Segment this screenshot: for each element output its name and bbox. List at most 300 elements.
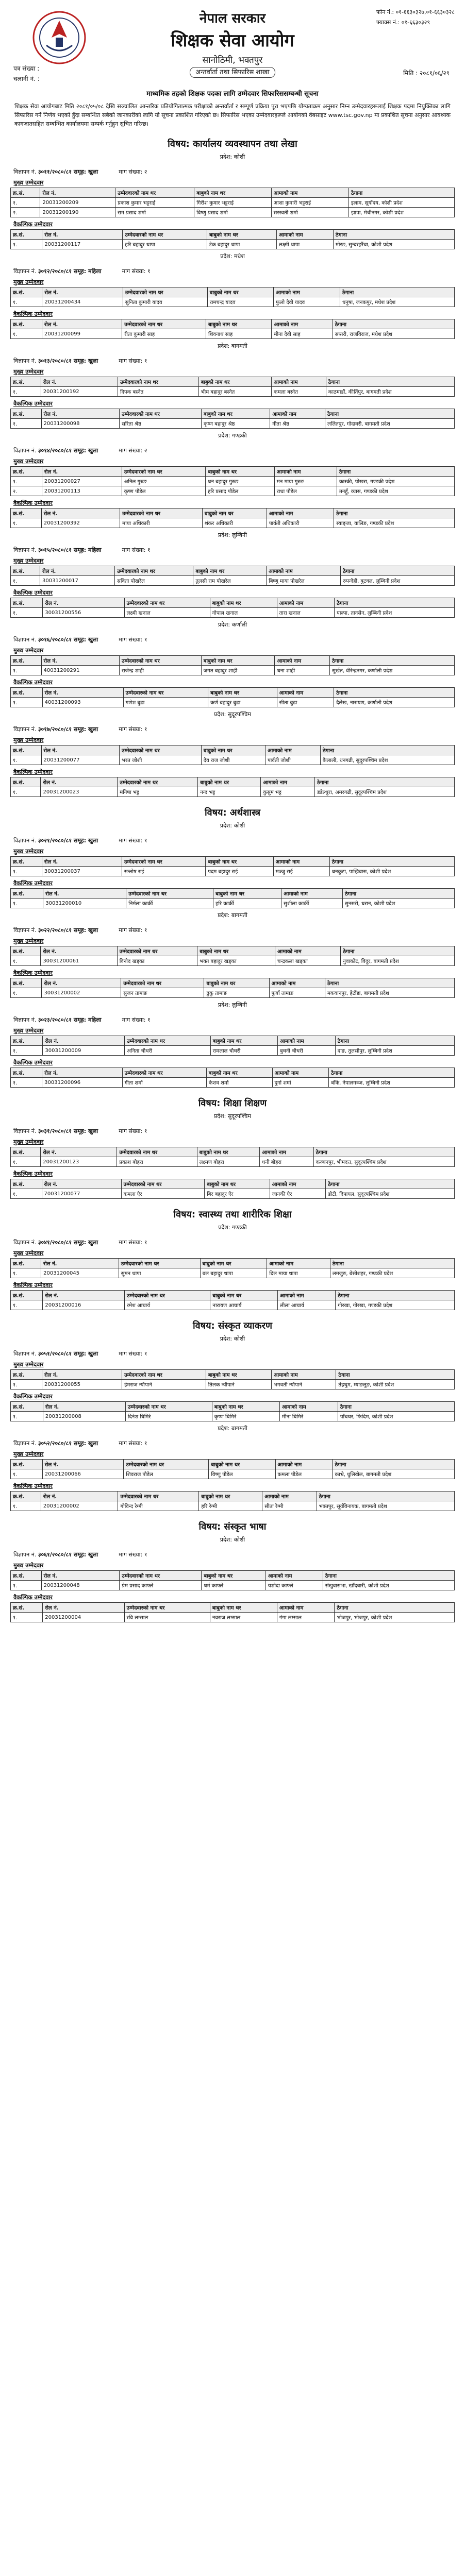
column-header: आमाको नाम — [275, 1460, 333, 1469]
advertisement-label: विज्ञापन नं. — [13, 268, 37, 275]
table-cell: 40031200093 — [42, 698, 123, 707]
table-row — [11, 867, 455, 876]
column-header: उम्मेदवारको नाम थर — [123, 287, 207, 297]
table-cell: अनिता चौधरी — [125, 1046, 210, 1056]
table-cell: लक्ष्मी खनाल — [124, 608, 210, 618]
column-header: बाबुको नाम थर — [198, 377, 271, 387]
column-header: आमाको नाम — [262, 1492, 317, 1501]
table-cell: माया अधिकारी — [120, 518, 203, 528]
alternate-candidates-label: वैकल्पिक उम्मेदवार — [13, 221, 53, 228]
column-header: ठेगाना — [333, 230, 454, 240]
column-header: ठेगाना — [335, 1603, 455, 1613]
table-cell: बुधनी चौधरी — [277, 1046, 335, 1056]
province-label: प्रदेश: कोशी — [220, 1335, 245, 1342]
table-row — [11, 1469, 455, 1479]
column-header: ठेगाना — [336, 1370, 455, 1380]
column-header: उम्मेदवारको नाम थर — [115, 188, 194, 198]
main-candidates-label: मुख्य उम्मेदवार — [13, 848, 44, 855]
column-header: उम्मेदवारको नाम थर — [120, 1571, 202, 1581]
column-header: बाबुको नाम थर — [202, 509, 267, 518]
column-header: रोल नं. — [41, 377, 118, 387]
table-cell: बाँके, नेपालगञ्ज, लुम्बिनी प्रदेश — [329, 1078, 455, 1088]
column-header: ठेगाना — [329, 857, 454, 867]
table-cell: पाल्पा, तानसेन, लुम्बिनी प्रदेश — [335, 608, 455, 618]
table-cell: १. — [11, 1046, 43, 1056]
column-header: उम्मेदवारको नाम थर — [118, 1492, 199, 1501]
column-header: रोल नं. — [41, 1571, 120, 1581]
table-cell: प्रेम प्रसाद काफ्ले — [120, 1581, 202, 1590]
table-cell: कृष्ण घिमिरे — [212, 1412, 279, 1421]
advertisement-number: ३०१७/२०८०/८१ समूह: खुला — [38, 726, 98, 733]
table-cell: मीना देवी साह — [272, 329, 333, 339]
column-header: बाबुको नाम थर — [207, 230, 276, 240]
candidate-table — [10, 655, 455, 675]
table-cell: बिर बहादुर ऐर — [205, 1189, 270, 1199]
column-header: ठेगाना — [342, 889, 454, 899]
candidate-table — [10, 1459, 455, 1479]
table-cell: विनोद खड्का — [117, 956, 197, 966]
main-candidates-label: मुख्य उम्मेदवार — [13, 458, 44, 465]
table-cell: दाङ, तुलसीपुर, लुम्बिनी प्रदेश — [335, 1046, 454, 1056]
subject-heading: विषय: संस्कृत भाषा — [198, 1521, 267, 1532]
table-cell: 70031200077 — [42, 1189, 121, 1199]
table-cell: दिपक बस्नेत — [118, 387, 199, 397]
advertisement-number: ३०२१/२०८०/८१ समूह: खुला — [38, 837, 98, 844]
column-header: आमाको नाम — [276, 230, 333, 240]
table-cell: 30031200009 — [43, 1046, 125, 1056]
column-header: उम्मेदवारको नाम थर — [123, 230, 207, 240]
main-candidates-label: मुख्य उम्मेदवार — [13, 368, 44, 375]
table-cell: सविता पोखरेल — [115, 576, 193, 586]
province-label: प्रदेश: बागमती — [218, 343, 247, 349]
alternate-candidates-label: वैकल्पिक उम्मेदवार — [13, 970, 53, 976]
column-header: क्र.सं. — [11, 598, 43, 608]
advertisement-label: विज्ञापन नं. — [13, 837, 37, 844]
candidate-table — [10, 1401, 455, 1421]
subject-heading: विषय: अर्थशास्त्र — [204, 807, 261, 818]
column-header: रोल नं. — [43, 598, 124, 608]
column-header: ठेगाना — [341, 946, 455, 956]
table-cell: 20031200002 — [41, 1501, 118, 1511]
table-cell: कर्ण बहादुर बुढा — [208, 698, 277, 707]
province-label: प्रदेश: सुदूरपश्चिम — [214, 1113, 251, 1120]
column-header: क्र.सं. — [11, 946, 41, 956]
advertisement-line — [13, 1551, 455, 1558]
advertisement-number: ३०११/२०८०/८१ समूह: खुला — [38, 168, 98, 175]
main-candidates-label: मुख्य उम्मेदवार — [13, 279, 44, 285]
table-cell: १. — [11, 666, 42, 675]
column-header: क्र.सं. — [11, 1460, 43, 1469]
column-header: रोल नं. — [40, 188, 115, 198]
province-label: प्रदेश: कोशी — [220, 154, 245, 160]
table-cell: धन बहादुर गुरुङ — [206, 477, 275, 486]
alternate-candidates-label: वैकल्पिक उम्मेदवार — [13, 1594, 53, 1601]
candidate-table — [10, 856, 455, 876]
candidate-table — [10, 566, 455, 586]
notice-heading: माध्यमिक तहको शिक्षक पदका लागि उम्मेदवार सिफारिससम्बन्धी सूचना — [146, 90, 319, 98]
column-header: उम्मेदवारको नाम थर — [119, 656, 201, 666]
table-cell: इलाम, सूर्योदय, कोशी प्रदेश — [349, 198, 455, 208]
table-row — [11, 988, 455, 998]
advertisement-line — [13, 1350, 455, 1358]
column-header: रोल नं. — [41, 745, 119, 755]
column-header: बाबुको नाम थर — [207, 287, 273, 297]
column-header: आमाको नाम — [265, 745, 321, 755]
column-header: उम्मेदवारको नाम थर — [122, 1068, 206, 1078]
sections-container — [10, 138, 455, 1622]
column-header: उम्मेदवारको नाम थर — [117, 946, 197, 956]
column-header: रोल नं. — [42, 1068, 123, 1078]
demand-count: माग संख्या: १ — [122, 547, 151, 553]
table-cell: १. — [11, 1469, 43, 1479]
table-row — [11, 387, 455, 397]
table-cell: १. — [11, 787, 41, 797]
main-candidates-label: मुख्य उम्मेदवार — [13, 1361, 44, 1368]
table-cell: 20031200004 — [43, 1613, 124, 1622]
main-candidates-label: मुख्य उम्मेदवार — [13, 647, 44, 654]
candidate-table — [10, 1290, 455, 1310]
advertisement-number: ३०१३/२०८०/८१ समूह: खुला — [38, 358, 98, 364]
advertisement-label: विज्ञापन नं. — [13, 1350, 37, 1357]
column-header: ठेगाना — [330, 1259, 454, 1268]
column-header: उम्मेदवारको नाम थर — [125, 1291, 210, 1300]
advertisement-label: विज्ञापन नं. — [13, 927, 37, 934]
column-header: आमाको नाम — [271, 377, 326, 387]
table-cell: 20031200027 — [42, 477, 122, 486]
column-header: उम्मेदवारको नाम थर — [118, 777, 198, 787]
table-cell: मनिषा भट्ट — [118, 787, 198, 797]
table-cell: सरस्वती शर्मा — [271, 208, 348, 217]
table-row — [11, 419, 455, 429]
column-header: क्र.सं. — [11, 319, 42, 329]
column-header: क्र.सं. — [11, 1179, 42, 1189]
table-cell: कैलाली, धनगढी, सुदूरपश्चिम प्रदेश — [320, 755, 454, 765]
column-header: उम्मेदवारको नाम थर — [125, 1036, 210, 1046]
column-header: क्र.सं. — [11, 688, 43, 698]
column-header: बाबुको नाम थर — [197, 946, 275, 956]
table-cell: १. — [11, 387, 41, 397]
table-row — [11, 486, 455, 496]
column-header: क्र.सं. — [11, 777, 41, 787]
table-cell: शिवनाथ साह — [206, 329, 272, 339]
advertisement-line — [13, 546, 455, 554]
advertisement-label: विज्ञापन नं. — [13, 447, 37, 454]
column-header: आमाको नाम — [265, 1571, 323, 1581]
column-header: ठेगाना — [325, 409, 454, 419]
table-cell: 20031200117 — [42, 240, 123, 249]
column-header: क्र.सं. — [11, 1370, 42, 1380]
table-cell: पदम बहादुर राई — [206, 867, 273, 876]
table-cell: तुलसी राम पोखरेल — [193, 576, 267, 586]
column-header: क्र.सं. — [11, 1492, 41, 1501]
column-header: आमाको नाम — [267, 509, 334, 518]
table-cell: मकवानपुर, हेटौंडा, बागमती प्रदेश — [325, 988, 455, 998]
table-cell: गीता शर्मा — [122, 1078, 206, 1088]
table-cell: कुसुम भट्ट — [261, 787, 315, 797]
table-cell: पार्वती जोशी — [265, 755, 321, 765]
table-cell: बल बहादुर थापा — [200, 1268, 267, 1278]
table-cell: हरि कार्की — [213, 899, 281, 908]
province-label: प्रदेश: लुम्बिनी — [218, 1002, 247, 1008]
table-cell: नुवाकोट, विदुर, बागमती प्रदेश — [341, 956, 455, 966]
table-cell: १. — [11, 755, 42, 765]
table-row — [11, 518, 455, 528]
demand-count: माग संख्या: २ — [119, 168, 147, 175]
column-header: उम्मेदवारको नाम थर — [124, 1460, 209, 1469]
column-header: उम्मेदवारको नाम थर — [119, 745, 201, 755]
advertisement-line — [13, 1239, 455, 1246]
candidate-table — [10, 745, 455, 765]
column-header: क्र.सं. — [11, 1068, 42, 1078]
candidate-table — [10, 1570, 455, 1590]
column-header: ठेगाना — [329, 1068, 455, 1078]
main-candidates-label: मुख्य उम्मेदवार — [13, 1027, 44, 1034]
table-cell: सरिता श्रेष्ठ — [120, 419, 202, 429]
table-cell: १. — [11, 240, 42, 249]
candidate-table — [10, 229, 455, 249]
column-header: उम्मेदवारको नाम थर — [120, 509, 203, 518]
column-header: बाबुको नाम थर — [199, 1492, 262, 1501]
table-cell: सुजन तामाङ — [121, 988, 204, 998]
table-cell: 20031200066 — [42, 1469, 123, 1479]
subject-heading: विषय: शिक्षा शिक्षण — [198, 1098, 267, 1109]
table-cell: केशव शर्मा — [206, 1078, 272, 1088]
column-header: रोल नं. — [43, 1036, 125, 1046]
table-cell: रवि लम्साल — [124, 1613, 210, 1622]
advertisement-line — [13, 926, 455, 934]
table-cell: प्रकाश बोहरा — [117, 1157, 197, 1167]
column-header: आमाको नाम — [260, 1147, 313, 1157]
column-header: आमाको नाम — [277, 1603, 335, 1613]
table-cell: तेह्रथुम, म्याङलुङ, कोशी प्रदेश — [336, 1380, 455, 1389]
table-cell: लक्ष्मण बोहरा — [197, 1157, 260, 1167]
column-header: आमाको नाम — [274, 287, 340, 297]
column-header: उम्मेदवारको नाम थर — [121, 1179, 205, 1189]
table-cell: राम प्रसाद शर्मा — [115, 208, 194, 217]
column-header: ठेगाना — [333, 1460, 455, 1469]
candidate-table — [10, 1036, 455, 1056]
table-cell: दिल माया थापा — [267, 1268, 330, 1278]
table-cell: १. — [11, 1581, 42, 1590]
demand-count: माग संख्या: १ — [119, 1551, 147, 1558]
column-header: आमाको नाम — [261, 777, 315, 787]
candidate-table — [10, 978, 455, 998]
notice-intro: शिक्षक सेवा आयोगबाट मिति २०८१/०५/०८ देखि सञ्चालित आन्तरिक प्रतियोगितात्मक परीक्षाको अन्तर्वार्ता र सम्पूर्ण प्रक्रिया पूरा भएपछि योग्यताक्रम अनुसार निम्न उम्मेदवारहरूलाई शिक्षक पदमा नियुक्तिका लागि सिफारिस गर्ने निर्णय भएको हुँदा सम्बन्धित सबैको जानकारीको लागि यो सूचना प्रकाशित गरिएको छ। सिफारिस भएका उम्मेदवारहरूले आयोगको वेबसाइट www.tsc.gov.np मा प्रकाशित सूचना अनुसार आवश्यक कागजातसहित सम्बन्धित कार्यालयमा सम्पर्क गर्नुहुन सूचित गरिन्छ। — [14, 103, 451, 127]
column-header: आमाको नाम — [272, 1370, 336, 1380]
table-cell: मन माया गुरुङ — [274, 477, 337, 486]
candidate-table — [10, 946, 455, 966]
advertisement-label: विज्ञापन नं. — [13, 358, 37, 364]
table-cell: २. — [11, 208, 40, 217]
table-cell: सीता रेग्मी — [262, 1501, 317, 1511]
table-cell: १. — [11, 1501, 41, 1511]
table-cell: गोविन्द रेग्मी — [118, 1501, 199, 1511]
column-header: रोल नं. — [43, 889, 126, 899]
table-cell: १. — [11, 988, 42, 998]
advertisement-line — [13, 267, 455, 275]
column-header: क्र.सं. — [11, 230, 42, 240]
table-cell: कृष्ण बहादुर श्रेष्ठ — [201, 419, 270, 429]
fax-number: फ्याक्स नं.: ०१-६६३०३२९ — [376, 19, 430, 26]
table-cell: 20031200113 — [42, 486, 122, 496]
main-candidates-label: मुख्य उम्मेदवार — [13, 1139, 44, 1145]
column-header: क्र.सं. — [11, 1147, 41, 1157]
candidate-table — [10, 687, 455, 707]
column-header: रोल नं. — [41, 1147, 117, 1157]
column-header: क्र.सं. — [11, 566, 40, 576]
column-header: बाबुको नाम थर — [206, 319, 272, 329]
table-cell: रीता कुमारी साह — [122, 329, 206, 339]
column-header: बाबुको नाम थर — [209, 1460, 275, 1469]
table-row — [11, 1157, 455, 1167]
table-cell: १. — [11, 419, 42, 429]
column-header: रोल नं. — [41, 946, 117, 956]
table-row — [11, 666, 455, 675]
demand-count: माग संख्या: १ — [119, 358, 147, 364]
table-cell: रमेश आचार्य — [125, 1300, 210, 1310]
table-cell: संखुवासभा, खाँदबारी, कोशी प्रदेश — [323, 1581, 454, 1590]
column-header: उम्मेदवारको नाम थर — [126, 889, 213, 899]
table-cell: पाँचथर, फिदिम, कोशी प्रदेश — [338, 1412, 454, 1421]
candidate-table — [10, 1369, 455, 1389]
table-cell: रामचन्द्र यादव — [207, 297, 273, 307]
column-header: आमाको नाम — [275, 656, 330, 666]
table-cell: राजेन्द्र शाही — [119, 666, 201, 675]
column-header: बाबुको नाम थर — [201, 656, 275, 666]
column-header: रोल नं. — [43, 1291, 125, 1300]
table-cell: सीता बुढा — [277, 698, 334, 707]
table-row — [11, 1046, 455, 1056]
advertisement-label: विज्ञापन नं. — [13, 1551, 37, 1558]
table-row — [11, 608, 455, 618]
alternate-candidates-label: वैकल्पिक उम्मेदवार — [13, 880, 53, 887]
candidate-table — [10, 598, 455, 618]
candidate-table — [10, 777, 455, 797]
table-row — [11, 1268, 455, 1278]
column-header: क्र.सं. — [11, 1402, 43, 1412]
column-header: क्र.सं. — [11, 857, 42, 867]
table-cell: यशोदा काफ्ले — [265, 1581, 323, 1590]
table-row — [11, 576, 455, 586]
column-header: रोल नं. — [42, 467, 122, 477]
table-cell: लक्ष्मी थापा — [276, 240, 333, 249]
column-header: रोल नं. — [42, 857, 122, 867]
table-row — [11, 755, 455, 765]
column-header: क्र.सं. — [11, 978, 42, 988]
column-header: ठेगाना — [315, 777, 455, 787]
column-header: ठेगाना — [326, 377, 454, 387]
table-cell: टेक बहादुर थापा — [207, 240, 276, 249]
table-cell: १. — [11, 1300, 43, 1310]
table-row — [11, 899, 455, 908]
table-row — [11, 477, 455, 486]
demand-count: माग संख्या: २ — [119, 447, 147, 454]
subject-heading: विषय: स्वास्थ्य तथा शारीरिक शिक्षा — [173, 1209, 292, 1220]
column-header: बाबुको नाम थर — [208, 688, 277, 698]
table-row — [11, 1300, 455, 1310]
table-cell: झापा, मेचीनगर, कोशी प्रदेश — [349, 208, 455, 217]
province-label: प्रदेश: मधेश — [220, 253, 245, 260]
table-cell: भगवती न्यौपाने — [272, 1380, 336, 1389]
table-cell: गीता श्रेष्ठ — [270, 419, 325, 429]
advertisement-number: ३०१५/२०८०/८१ समूह: महिला — [38, 547, 102, 553]
column-header: बाबुको नाम थर — [194, 188, 271, 198]
province-label: प्रदेश: गण्डकी — [218, 432, 247, 439]
candidate-table — [10, 319, 455, 339]
column-header: आमाको नाम — [271, 188, 348, 198]
advertisement-line — [13, 357, 455, 365]
column-header: रोल नं. — [40, 566, 115, 576]
column-header: ठेगाना — [335, 598, 455, 608]
province-label: प्रदेश: कर्णाली — [218, 621, 247, 628]
column-header: उम्मेदवारको नाम थर — [123, 688, 208, 698]
province-label: प्रदेश: गण्डकी — [218, 1224, 247, 1231]
column-header: बाबुको नाम थर — [200, 1259, 267, 1268]
table-cell: १. — [11, 198, 40, 208]
table-cell: 20031200023 — [41, 787, 118, 797]
table-cell: पार्वती अधिकारी — [267, 518, 334, 528]
column-header: बाबुको नाम थर — [202, 1571, 266, 1581]
column-header: क्र.सं. — [11, 509, 42, 518]
column-header: रोल नं. — [41, 509, 120, 518]
column-header: उम्मेदवारको नाम थर — [119, 1259, 200, 1268]
demand-count: माग संख्या: १ — [122, 268, 151, 275]
table-cell: निर्मला कार्की — [126, 899, 213, 908]
table-cell: जगत बहादुर शाही — [201, 666, 275, 675]
alternate-candidates-label: वैकल्पिक उम्मेदवार — [13, 1171, 53, 1177]
column-header: क्र.सं. — [11, 188, 40, 198]
province-label: प्रदेश: सुदूरपश्चिम — [214, 711, 251, 718]
table-row — [11, 787, 455, 797]
column-header: बाबुको नाम थर — [210, 1036, 277, 1046]
column-header: बाबुको नाम थर — [198, 777, 261, 787]
advertisement-label: विज्ञापन नं. — [13, 1239, 37, 1246]
alternate-candidates-label: वैकल्पिक उम्मेदवार — [13, 769, 53, 775]
table-row — [11, 1380, 455, 1389]
table-cell: काठमाडौं, कीर्तिपुर, बागमती प्रदेश — [326, 387, 454, 397]
column-header: क्र.सं. — [11, 1291, 43, 1300]
table-cell: देव राज जोशी — [201, 755, 265, 765]
subject-heading: विषय: कार्यालय व्यवस्थापन तथा लेखा — [168, 139, 297, 149]
candidate-table — [10, 466, 455, 496]
table-cell: भोजपुर, भोजपुर, कोशी प्रदेश — [335, 1613, 455, 1622]
advertisement-number: ३०३१/२०८०/८१ समूह: खुला — [38, 1128, 98, 1134]
candidate-table — [10, 377, 455, 397]
table-cell: 20031200098 — [41, 419, 120, 429]
column-header: उम्मेदवारको नाम थर — [124, 1603, 210, 1613]
demand-count: माग संख्या: १ — [119, 1440, 147, 1447]
table-cell: 20031200077 — [41, 755, 119, 765]
advertisement-label: विज्ञापन नं. — [13, 168, 37, 175]
table-cell: गंगा लम्साल — [277, 1613, 335, 1622]
demand-count: माग संख्या: १ — [119, 726, 147, 733]
table-cell: 20031200434 — [42, 297, 123, 307]
table-cell: लमजुङ, बेसीशहर, गण्डकी प्रदेश — [330, 1268, 454, 1278]
advertisement-label: विज्ञापन नं. — [13, 547, 37, 553]
table-cell: गिरीश कुमार भट्टराई — [194, 198, 271, 208]
table-cell: १. — [11, 1189, 42, 1199]
column-header: ठेगाना — [320, 745, 454, 755]
notice-date: मिति : २०८१/०६/२९ — [403, 70, 450, 77]
column-header: रोल नं. — [42, 1370, 122, 1380]
column-header: बाबुको नाम थर — [204, 978, 269, 988]
column-header: क्र.सं. — [11, 889, 43, 899]
advertisement-number: ३०२३/२०८०/८१ समूह: महिला — [38, 1016, 102, 1023]
column-header: क्र.सं. — [11, 1603, 43, 1613]
table-cell: 30031200061 — [41, 956, 117, 966]
table-cell: 20031200190 — [40, 208, 115, 217]
table-cell: दुर्गा शर्मा — [272, 1078, 329, 1088]
